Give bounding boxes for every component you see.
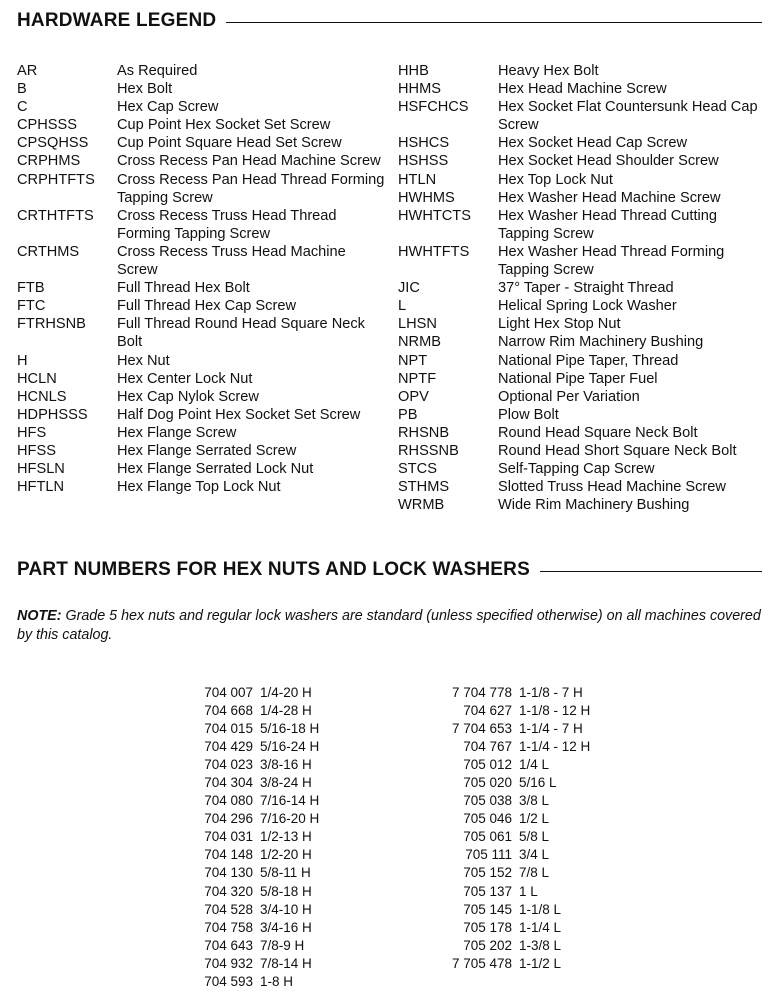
legend-entry [398, 352, 763, 370]
legend-description: Hex Socket Flat Countersunk Head Cap Screw [498, 99, 758, 134]
legend-description: Slotted Truss Head Machine Screw [498, 479, 726, 496]
legend-entry [17, 388, 387, 406]
part-size: 5/8-11 H [260, 865, 311, 881]
part-number-row [180, 828, 380, 846]
legend-entry [17, 424, 387, 442]
legend-description: Optional Per Variation [498, 388, 640, 405]
part-number: 704 668 [204, 703, 253, 719]
legend-description: National Pipe Taper Fuel [498, 370, 658, 387]
legend-description: Full Thread Hex Bolt [117, 280, 250, 297]
part-number-row [180, 883, 380, 901]
legend-entry [398, 478, 763, 496]
legend-entry [17, 370, 387, 388]
legend-abbreviation: RHSNB [398, 424, 450, 441]
legend-abbreviation: JIC [398, 280, 420, 297]
part-numbers-left-column [180, 684, 380, 991]
part-number-row [414, 738, 634, 756]
legend-abbreviation: FTB [17, 280, 45, 297]
part-number: 704 767 [463, 739, 512, 755]
part-number-row [414, 883, 634, 901]
part-size: 5/16-18 H [260, 721, 320, 737]
legend-abbreviation: HHB [398, 63, 429, 79]
legend-abbreviation: RHSSNB [398, 442, 459, 459]
legend-abbreviation: HCLN [17, 370, 57, 387]
part-number-row [180, 684, 380, 702]
legend-abbreviation: CRPHTFTS [17, 171, 95, 188]
part-number-row [180, 774, 380, 792]
legend-description: National Pipe Taper, Thread [498, 352, 679, 369]
heading-rule [540, 571, 762, 572]
legend-abbreviation: C [17, 99, 28, 116]
part-number: 705 178 [463, 919, 512, 935]
legend-abbreviation: L [398, 298, 407, 315]
part-size: 1-1/8 L [519, 901, 562, 917]
legend-description: Hex Bolt [117, 81, 173, 98]
part-number-row [180, 955, 380, 973]
part-number-row [180, 864, 380, 882]
part-number-row [180, 901, 380, 919]
legend-entry [398, 98, 763, 134]
part-number-row [414, 937, 634, 955]
legend-description: Half Dog Point Hex Socket Set Screw [117, 406, 361, 423]
part-size: 1 L [519, 883, 538, 899]
part-number: 704 015 [204, 721, 253, 737]
legend-abbreviation: NRMB [398, 334, 441, 351]
legend-description: Round Head Short Square Neck Bolt [498, 442, 737, 459]
part-number: 7 705 478 [451, 955, 512, 971]
part-number: 704 320 [204, 883, 253, 899]
part-size: 1-1/4 - 12 H [519, 739, 591, 755]
part-size: 1/2-20 H [260, 847, 312, 863]
part-number: 705 020 [463, 775, 512, 791]
legend-description: Self-Tapping Cap Screw [498, 461, 655, 478]
legend-abbreviation: HFSS [17, 442, 56, 459]
legend-abbreviation: HFS [17, 424, 47, 441]
legend-entry [398, 171, 763, 189]
legend-entry [398, 424, 763, 442]
legend-entry [398, 496, 763, 514]
legend-abbreviation: HSHSS [398, 153, 449, 170]
legend-abbreviation: WRMB [398, 497, 445, 514]
part-number: 705 145 [463, 901, 512, 917]
part-number-row [414, 756, 634, 774]
part-number-row [414, 901, 634, 919]
legend-description: Full Thread Hex Cap Screw [117, 298, 296, 315]
part-number-row [414, 774, 634, 792]
legend-abbreviation: HWHMS [398, 189, 455, 206]
legend-description: Round Head Square Neck Bolt [498, 424, 698, 441]
legend-description: Cross Recess Truss Head Thread Forming Tapping Screw [117, 207, 337, 242]
legend-abbreviation: HSFCHCS [398, 99, 469, 116]
part-number-row [414, 702, 634, 720]
part-size: 1-1/8 - 7 H [519, 685, 583, 700]
legend-abbreviation: CRTHTFTS [17, 207, 94, 224]
legend-abbreviation: HCNLS [17, 388, 67, 405]
legend-description: Cross Recess Pan Head Machine Screw [117, 153, 381, 170]
part-number: 705 111 [465, 847, 512, 863]
part-number: 705 152 [463, 865, 512, 881]
legend-entry [398, 442, 763, 460]
legend-entry [17, 171, 387, 207]
legend-description: Hex Cap Nylok Screw [117, 388, 259, 405]
legend-abbreviation: STHMS [398, 479, 450, 496]
legend-description: Hex Nut [117, 352, 170, 369]
part-number: 704 304 [204, 775, 253, 791]
legend-abbreviation: LHSN [398, 316, 437, 333]
part-number-row [414, 955, 634, 973]
legend-abbreviation: CRTHMS [17, 243, 80, 260]
part-number-row [180, 810, 380, 828]
legend-description: Hex Socket Head Cap Screw [498, 135, 687, 152]
legend-entry [398, 315, 763, 333]
legend-entry [398, 189, 763, 207]
part-number-row [414, 828, 634, 846]
part-number: 704 148 [204, 847, 253, 863]
legend-entry [398, 279, 763, 297]
legend-description: Cross Recess Truss Head Machine Screw [117, 243, 346, 279]
part-size: 7/8-14 H [260, 955, 312, 971]
part-number: 704 080 [204, 793, 253, 809]
part-numbers-title: PART NUMBERS FOR HEX NUTS AND LOCK WASHERS [17, 559, 530, 580]
legend-abbreviation: FTRHSNB [17, 316, 86, 333]
legend-abbreviation: CPSQHSS [17, 135, 89, 152]
legend-entry [17, 134, 387, 152]
legend-description: Full Thread Round Head Square Neck Bolt [117, 316, 365, 351]
part-number: 705 038 [463, 793, 512, 809]
part-number-row [180, 720, 380, 738]
legend-abbreviation: STCS [398, 461, 437, 478]
legend-entry [17, 279, 387, 297]
legend-description: Hex Flange Top Lock Nut [117, 479, 281, 496]
legend-entry [398, 134, 763, 152]
legend-description: Hex Cap Screw [117, 99, 219, 116]
legend-abbreviation: CPHSSS [17, 117, 78, 134]
part-number-row [180, 738, 380, 756]
legend-entry [398, 80, 763, 98]
part-number: 7 704 653 [451, 721, 512, 737]
legend-abbreviation: HDPHSSS [17, 406, 88, 423]
part-size: 3/8-16 H [260, 757, 312, 773]
hardware-legend-title: HARDWARE LEGEND [17, 10, 217, 31]
legend-entry [17, 315, 387, 351]
legend-entry [17, 442, 387, 460]
part-number-row [180, 756, 380, 774]
part-number: 704 031 [204, 829, 253, 845]
part-number-row [414, 684, 634, 702]
legend-entry [398, 152, 763, 170]
legend-description: Hex Flange Serrated Screw [117, 442, 297, 459]
legend-description: Light Hex Stop Nut [498, 316, 621, 333]
legend-entry [17, 80, 387, 98]
legend-description: Wide Rim Machinery Bushing [498, 497, 690, 514]
legend-description: Cross Recess Pan Head Thread Forming Tapping Screw [117, 171, 385, 206]
legend-abbreviation: HWHTCTS [398, 207, 471, 224]
legend-description: Hex Socket Head Shoulder Screw [498, 153, 719, 170]
part-number: 704 023 [204, 757, 253, 773]
part-number-row [414, 864, 634, 882]
legend-entry [17, 243, 387, 279]
part-numbers-heading [17, 559, 762, 581]
part-size: 3/8 L [519, 793, 550, 809]
legend-description: Cup Point Hex Socket Set Screw [117, 117, 331, 134]
part-number: 705 137 [463, 883, 512, 899]
part-number-row [180, 919, 380, 937]
legend-right-column [398, 62, 763, 514]
part-size: 5/16-24 H [260, 739, 320, 755]
legend-entry [17, 62, 387, 80]
part-number: 704 932 [204, 955, 253, 971]
part-number-row [414, 846, 634, 864]
part-size: 3/4 L [519, 847, 550, 863]
part-number: 704 528 [204, 901, 253, 917]
part-number: 705 012 [463, 757, 512, 773]
part-size: 1-1/2 L [519, 955, 562, 971]
part-size: 1/4-28 H [260, 703, 312, 719]
legend-abbreviation: H [17, 352, 28, 369]
part-size: 1-1/4 - 7 H [519, 721, 583, 737]
legend-abbreviation: FTC [17, 298, 46, 315]
legend-entry [17, 98, 387, 116]
part-size: 7/16-20 H [260, 811, 320, 827]
part-size: 5/16 L [519, 775, 557, 791]
part-size: 5/8-18 H [260, 883, 312, 899]
part-size: 1/4-20 H [260, 685, 312, 700]
part-size: 3/8-24 H [260, 775, 312, 791]
legend-description: Hex Top Lock Nut [498, 171, 613, 188]
note-label: NOTE: [17, 608, 62, 624]
part-number: 705 202 [463, 937, 512, 953]
legend-description: Hex Washer Head Machine Screw [498, 189, 721, 206]
part-number: 704 627 [463, 703, 512, 719]
part-size: 1-1/8 - 12 H [519, 703, 591, 719]
legend-description: Narrow Rim Machinery Bushing [498, 334, 704, 351]
legend-abbreviation: HWHTFTS [398, 243, 470, 260]
legend-left-column [17, 62, 387, 496]
legend-description: Hex Washer Head Thread Forming Tapping Screw [498, 243, 725, 279]
part-size: 5/8 L [519, 829, 550, 845]
legend-abbreviation: HTLN [398, 171, 437, 188]
part-number-row [414, 919, 634, 937]
legend-abbreviation: PB [398, 406, 418, 423]
part-size: 1-1/4 L [519, 919, 562, 935]
catalog-note [17, 607, 767, 645]
legend-abbreviation: B [17, 81, 27, 98]
legend-abbreviation: HFTLN [17, 479, 65, 496]
legend-abbreviation: HFSLN [17, 461, 65, 478]
part-size: 3/4-16 H [260, 919, 312, 935]
legend-abbreviation: HHMS [398, 81, 441, 98]
legend-entry [17, 352, 387, 370]
legend-entry [398, 333, 763, 351]
legend-description: As Required [117, 63, 198, 79]
legend-entry [17, 152, 387, 170]
part-size: 7/8 L [519, 865, 550, 881]
legend-description: 37° Taper - Straight Thread [498, 280, 674, 297]
part-number-row [180, 846, 380, 864]
legend-description: Hex Flange Screw [117, 424, 237, 441]
legend-abbreviation: AR [17, 63, 38, 79]
legend-entry [398, 207, 763, 243]
part-size: 1-3/8 L [519, 937, 562, 953]
part-number: 704 130 [204, 865, 253, 881]
legend-abbreviation: NPT [398, 352, 428, 369]
legend-entry [398, 297, 763, 315]
part-size: 7/16-14 H [260, 793, 320, 809]
part-size: 1/2-13 H [260, 829, 312, 845]
legend-entry [398, 370, 763, 388]
legend-entry [17, 116, 387, 134]
hardware-legend-heading [17, 10, 762, 32]
heading-rule [226, 22, 762, 23]
part-size: 1-8 H [260, 973, 294, 989]
part-number: 705 061 [463, 829, 512, 845]
legend-description: Hex Flange Serrated Lock Nut [117, 461, 314, 478]
legend-entry [398, 243, 763, 279]
part-number-row [180, 702, 380, 720]
part-number: 704 429 [204, 739, 253, 755]
legend-description: Cup Point Square Head Set Screw [117, 135, 342, 152]
part-number: 704 296 [204, 811, 253, 827]
legend-description: Plow Bolt [498, 406, 559, 423]
part-number-row [180, 792, 380, 810]
legend-description: Hex Center Lock Nut [117, 370, 253, 387]
note-text: Grade 5 hex nuts and regular lock washers are standard (unless specified otherwise) on all machines covered by this catalog. [17, 608, 761, 643]
part-number-row [414, 810, 634, 828]
legend-entry [17, 406, 387, 424]
legend-description: Helical Spring Lock Washer [498, 298, 677, 315]
part-size: 1/4 L [519, 757, 550, 773]
legend-abbreviation: OPV [398, 388, 429, 405]
part-number: 704 593 [204, 973, 253, 989]
legend-entry [17, 297, 387, 315]
legend-entry [398, 62, 763, 80]
part-number-row [414, 720, 634, 738]
legend-entry [398, 388, 763, 406]
part-numbers-right-column [414, 684, 634, 973]
legend-description: Heavy Hex Bolt [498, 63, 599, 79]
part-number-row [180, 973, 380, 991]
legend-description: Hex Washer Head Thread Cutting Tapping Screw [498, 207, 718, 242]
legend-abbreviation: HSHCS [398, 135, 450, 152]
part-number: 705 046 [463, 811, 512, 827]
legend-description: Hex Head Machine Screw [498, 81, 667, 98]
part-size: 1/2 L [519, 811, 550, 827]
legend-entry [17, 207, 387, 243]
part-number-row [180, 937, 380, 955]
part-number: 704 643 [204, 937, 253, 953]
part-number-row [414, 792, 634, 810]
part-size: 3/4-10 H [260, 901, 312, 917]
legend-abbreviation: CRPHMS [17, 153, 81, 170]
legend-entry [17, 460, 387, 478]
part-number: 704 007 [204, 685, 253, 700]
part-size: 7/8-9 H [260, 937, 305, 953]
legend-entry [398, 406, 763, 424]
legend-abbreviation: NPTF [398, 370, 437, 387]
legend-entry [398, 460, 763, 478]
part-number: 704 758 [204, 919, 253, 935]
legend-entry [17, 478, 387, 496]
part-number: 7 704 778 [451, 685, 512, 700]
